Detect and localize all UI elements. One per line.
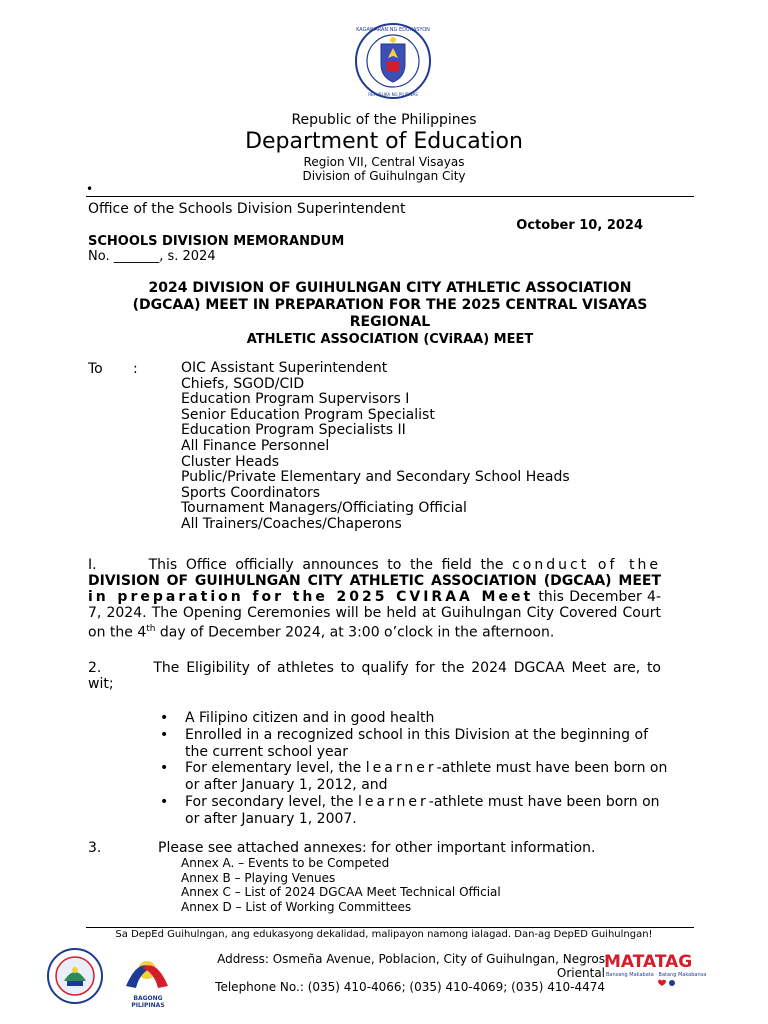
recipient-item: Chiefs, SGOD/CID: [181, 375, 305, 392]
recipient-item: Cluster Heads: [181, 453, 280, 470]
recipient-item: Sports Coordinators: [181, 484, 321, 501]
eligibility-text: For elementary level, the: [185, 760, 366, 777]
paragraph-1-in-prep: in preparation for the 2025 CVIRAA Meet: [88, 589, 534, 605]
recipient-item: OIC Assistant Superintendent: [181, 360, 388, 376]
annex-list: [181, 856, 501, 914]
title-line: REGIONAL: [349, 314, 431, 330]
recipient-item: Senior Education Program Specialist: [181, 406, 435, 423]
recipient-item: Education Program Specialists II: [181, 422, 406, 439]
recipient-list: [181, 361, 570, 533]
recipient-item: Public/Private Elementary and Secondary School Heads: [181, 469, 570, 486]
paragraph-number: I.: [88, 557, 97, 573]
eligibility-spaced-word: learner: [365, 760, 437, 777]
header-divider: [86, 196, 694, 197]
seal-text-bottom: REPUBLIKA NG PILIPINAS: [368, 92, 418, 97]
division-seal-logo: [46, 947, 104, 1005]
eligibility-item: [160, 794, 670, 828]
annex-item: Annex D – List of Working Committees: [181, 899, 412, 914]
memo-number: No. _______, s. 2024: [88, 249, 216, 264]
bagong-pilipinas-label: BAGONG PILIPINAS: [131, 995, 165, 1009]
eligibility-list: [160, 710, 670, 828]
title-line: (DGCAA) MEET IN PREPARATION FOR THE 2025 CENTRAL VISAYAS: [132, 297, 648, 313]
header-marker: •: [86, 182, 94, 196]
paragraph-1-of-the: of the: [597, 557, 662, 573]
title-line: 2024 DIVISION OF GUIHULNGAN CITY ATHLETIC ASSOCIATION: [148, 280, 632, 296]
paragraph-2-text: The Eligibility of athletes to qualify for the 2024 DGCAA Meet are, to wit;: [88, 660, 661, 692]
office-label: Office of the Schools Division Superintendent: [88, 201, 406, 217]
paragraph-1-details-end: day of December 2024, at 3:00 o’clock in the afternoon.: [155, 624, 555, 641]
paragraph-1-sup: th: [146, 624, 156, 634]
eligibility-item: [160, 710, 670, 727]
footer-contact: [180, 952, 605, 994]
paragraph-1-conduct: conduct: [512, 557, 590, 573]
recipient-item: Education Program Supervisors I: [181, 391, 410, 408]
matatag-tagline: Bansang Makabata · Batang Makabansa: [606, 972, 707, 978]
to-label: To: [88, 361, 103, 377]
recipient-item: All Finance Personnel: [181, 437, 330, 454]
eligibility-spaced-word: learner: [357, 793, 429, 810]
annex-item: Annex A. – Events to be Competed: [181, 856, 390, 870]
title-subline: ATHLETIC ASSOCIATION (CViRAA) MEET: [246, 332, 534, 347]
paragraph-1-details: this December 4-7, 2024. The Opening Ceremonies will be held at Guihulngan City Covered Court on the 4: [88, 589, 661, 641]
paragraph-2: [88, 660, 661, 692]
annex-item: Annex C – List of 2024 DGCAA Meet Technical Official: [181, 885, 501, 899]
memo-date: October 10, 2024: [516, 218, 643, 233]
seal-text-top: KAGAWARAN NG EDUKASYON: [356, 27, 430, 33]
eligibility-text: A Filipino citizen and in good health: [185, 710, 435, 726]
footer-address: Address: Osmeña Avenue, Poblacion, City of Guihulngan, Negros Oriental: [217, 952, 605, 980]
eligibility-text: -athlete must have been born on or after January 1, 2007.: [185, 793, 660, 827]
region-heading: Region VII, Central Visayas: [303, 155, 465, 169]
recipient-item: All Trainers/Coaches/Chaperons: [181, 515, 402, 532]
department-heading: Department of Education: [245, 129, 523, 154]
matatag-logo: MATATAG: [604, 952, 693, 972]
footer-slogan: Sa DepEd Guihulngan, ang edukasyong dekalidad, malipayon namong ialagad. Dan-ag DepED Guihulngan!: [115, 929, 653, 940]
division-heading: Division of Guihulngan City: [302, 169, 466, 183]
deped-seal-logo: [354, 22, 432, 100]
paragraph-1-intro: This Office officially announces to the field the: [148, 557, 513, 573]
paragraph-number: 2.: [88, 660, 102, 676]
paragraph-number: 3.: [88, 840, 102, 856]
matatag-heart-icon: [652, 978, 682, 988]
paragraph-3: [88, 840, 596, 856]
to-colon: :: [133, 361, 138, 377]
eligibility-item: [160, 760, 670, 794]
footer-divider: [86, 927, 694, 928]
eligibility-text: For secondary level, the: [185, 793, 358, 810]
eligibility-text: -athlete must have been born on or after January 1, 2012, and: [185, 760, 668, 794]
eligibility-text: Enrolled in a recognized school in this Division at the beginning of the current school year: [185, 726, 648, 760]
paragraph-3-text: Please see attached annexes: for other important information.: [158, 840, 596, 856]
footer-telephone: Telephone No.: (035) 410-4066; (035) 410-4069; (035) 410-4474: [215, 980, 605, 994]
eligibility-item: [160, 727, 670, 761]
paragraph-1: [88, 557, 661, 641]
annex-item: Annex B – Playing Venues: [181, 870, 336, 885]
republic-heading: Republic of the Philippines: [291, 112, 477, 128]
memo-title: [88, 280, 692, 348]
recipient-item: Tournament Managers/Officiating Official: [181, 500, 467, 517]
paragraph-1-event-name: DIVISION OF GUIHULNGAN CITY ATHLETIC ASSOCIATION (DGCAA) MEET: [88, 573, 661, 589]
memo-type: SCHOOLS DIVISION MEMORANDUM: [88, 234, 345, 249]
